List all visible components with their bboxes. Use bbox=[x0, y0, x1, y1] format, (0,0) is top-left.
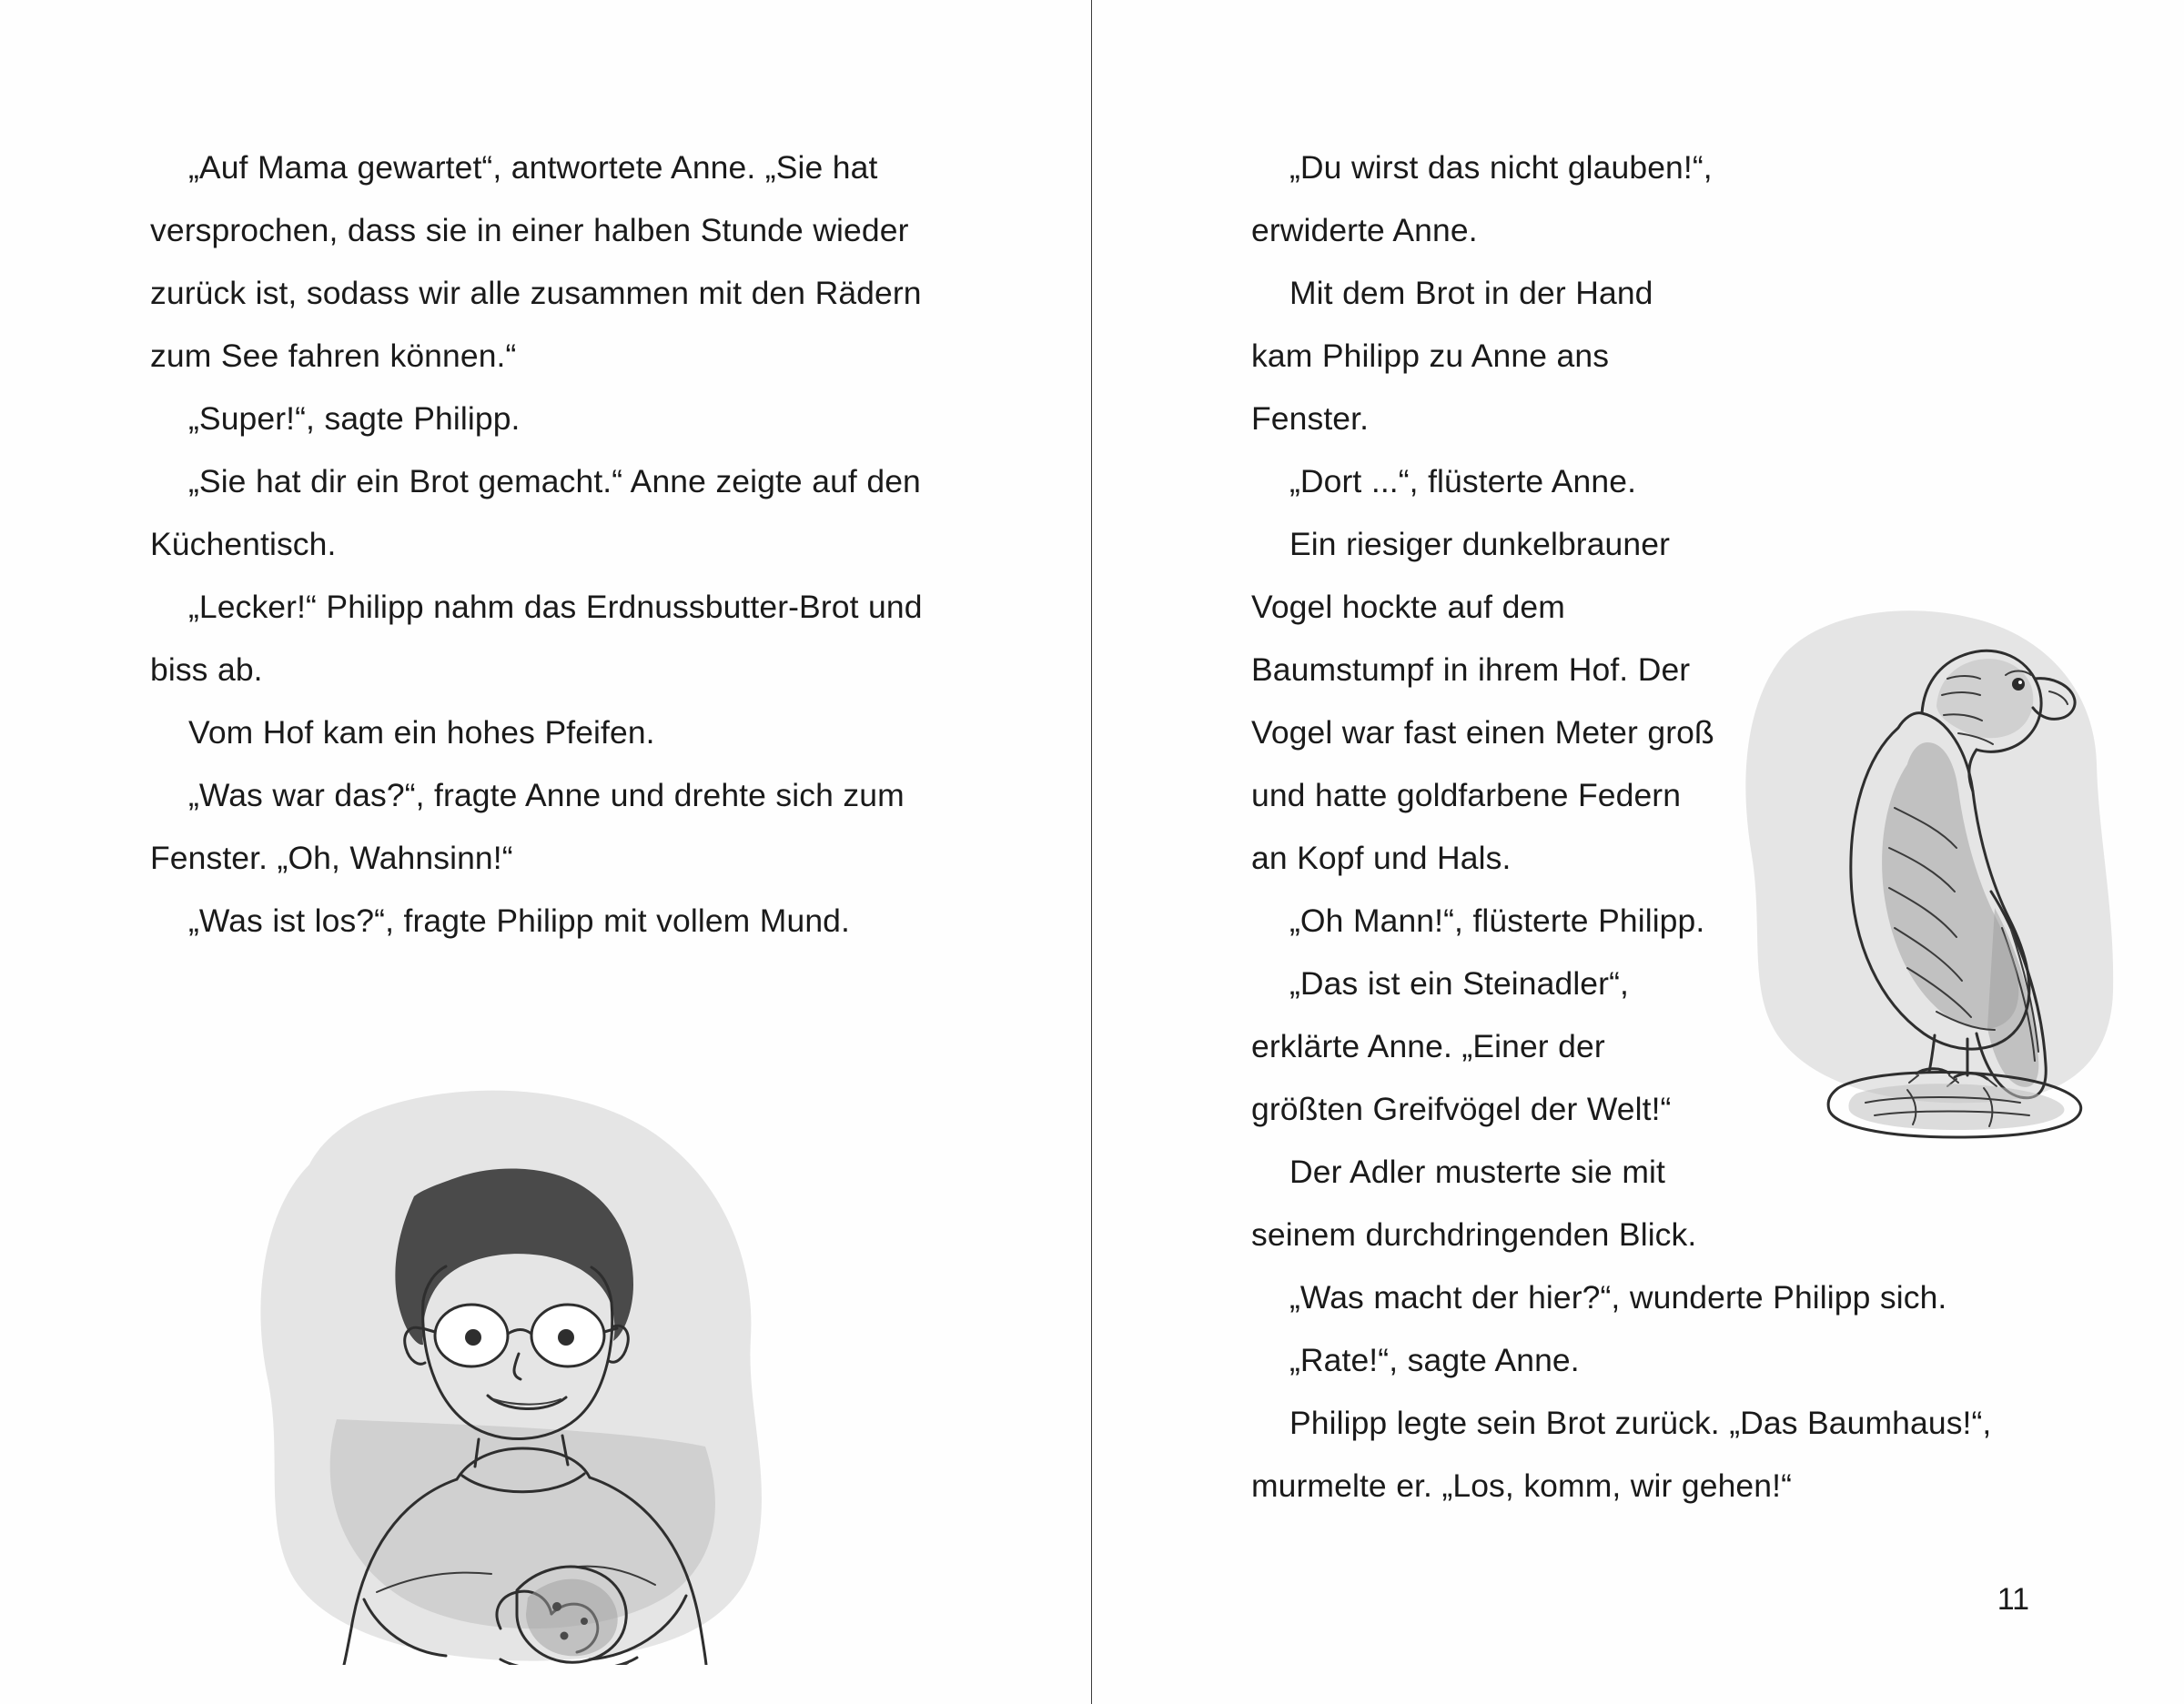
paragraph: „Rate!“, sagte Anne. bbox=[1289, 1342, 1580, 1378]
paragraph: „Auf Mama gewartet“, antwortete Anne. „Sie hat versprochen, dass sie in einer halben Stunde wieder zurück ist, sodass wir alle zusammen mit den Rädern zum See fahren können.“ bbox=[150, 149, 922, 374]
paragraph: „Was war das?“, fragte Anne und drehte sich zum Fenster. „Oh, Wahnsinn!“ bbox=[150, 777, 905, 876]
paragraph: „Oh Mann!“, flüsterte Philipp. bbox=[1289, 902, 1705, 939]
paragraph: Philipp legte sein Brot zurück. „Das Baumhaus!“, murmelte er. „Los, komm, wir gehen!“ bbox=[1251, 1405, 1992, 1504]
paragraph: Mit dem Brot in der Hand kam Philipp zu Anne ans Fenster. bbox=[1251, 275, 1653, 437]
paragraph: „Super!“, sagte Philipp. bbox=[188, 400, 521, 437]
golden-eagle-on-stump-illustration bbox=[1729, 591, 2129, 1155]
paragraph: „Was ist los?“, fragte Philipp mit vollem Mund. bbox=[188, 902, 850, 939]
paragraph: „Sie hat dir ein Brot gemacht.“ Anne zeigte auf den Küchentisch. bbox=[150, 463, 921, 562]
paragraph: „Das ist ein Steinadler“, erklärte Anne. „Einer der größten Greifvögel der Welt!“ bbox=[1251, 965, 1672, 1127]
paragraph: „Dort ...“, flüsterte Anne. bbox=[1289, 463, 1637, 499]
paragraph: Ein riesiger dunkelbrauner Vogel hockte auf dem Baumstumpf in ihrem Hof. Der Vogel war fast einen Meter groß und hatte goldfarbene Federn an Kopf und Hals. bbox=[1251, 526, 1714, 876]
paragraph: Der Adler musterte sie mit seinem durchdringenden Blick. bbox=[1251, 1154, 1697, 1253]
paragraph: „Was macht der hier?“, wunderte Philipp sich. bbox=[1289, 1279, 1947, 1316]
paragraph: „Lecker!“ Philipp nahm das Erdnussbutter-Brot und biss ab. bbox=[150, 589, 923, 688]
boy-eating-sandwich-illustration bbox=[228, 1028, 810, 1665]
paragraph: Vom Hof kam ein hohes Pfeifen. bbox=[188, 714, 655, 751]
page-number: 11 bbox=[1997, 1582, 2029, 1617]
paragraph: „Du wirst das nicht glauben!“, erwiderte Anne. bbox=[1251, 149, 1713, 248]
right-page bbox=[1092, 0, 2184, 1704]
